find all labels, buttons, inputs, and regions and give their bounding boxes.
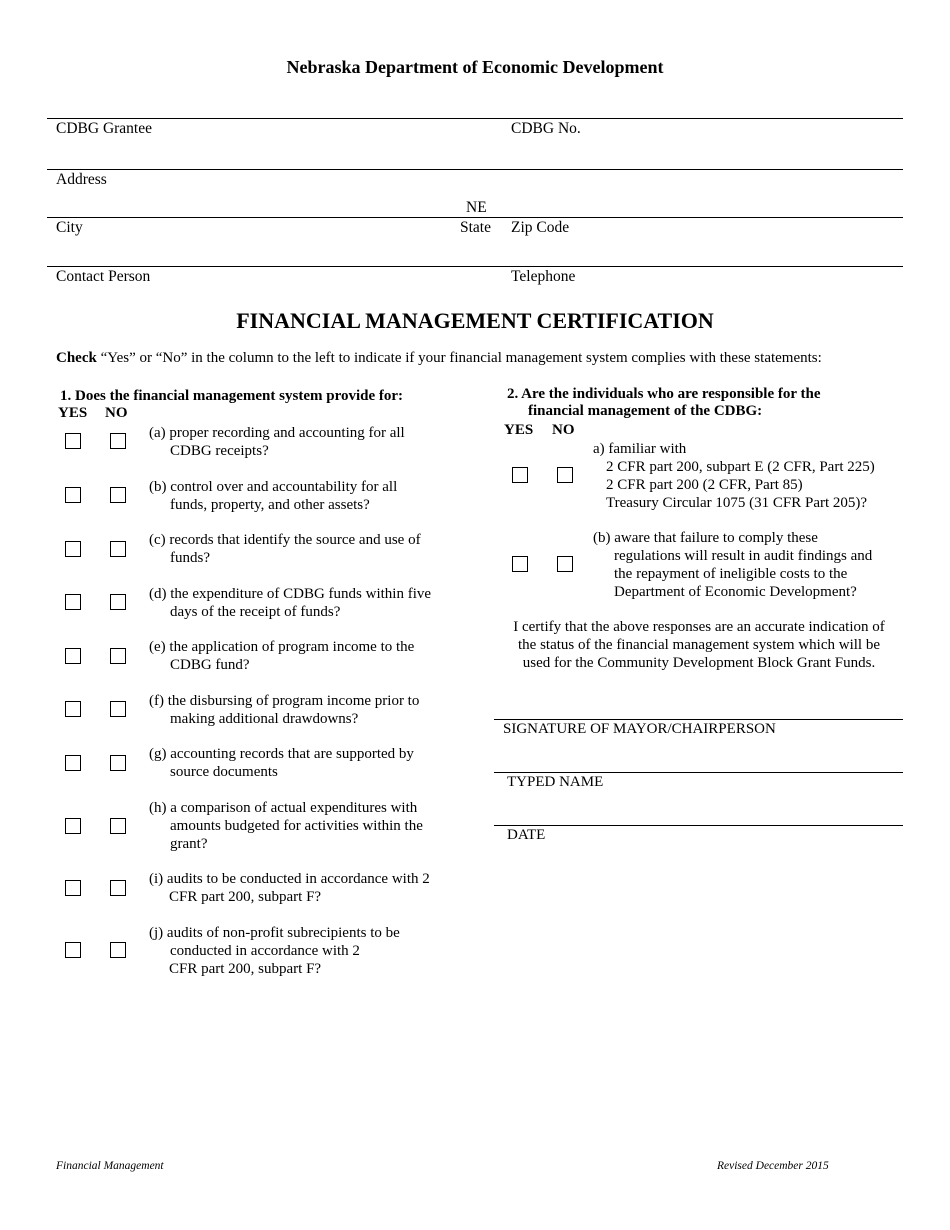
item-line: Treasury Circular 1075 (31 CFR Part 205)? (606, 495, 868, 511)
section2-item-a-no-checkbox[interactable] (557, 467, 573, 483)
section1-item-c (149, 531, 421, 567)
instructions-text: “Yes” or “No” in the column to the left to indicate if your financial management system complies with these statements: (96, 350, 822, 366)
item-line: days of the receipt of funds? (170, 604, 341, 620)
section2-item-a (593, 440, 875, 512)
signature-line (494, 719, 903, 720)
item-line: (h) a comparison of actual expenditures with (149, 800, 418, 816)
signature-label: SIGNATURE OF MAYOR/CHAIRPERSON (503, 721, 776, 737)
item-line: Department of Economic Development? (614, 584, 857, 600)
item-line: 2 CFR part 200 (2 CFR, Part 85) (606, 477, 803, 493)
section1-heading: 1. Does the financial management system provide for: (60, 388, 404, 404)
footer-left: Financial Management (56, 1160, 164, 1172)
item-line: the repayment of ineligible costs to the (614, 566, 848, 582)
cdbg-no-label: CDBG No. (511, 120, 581, 137)
section1-item-a-no-checkbox[interactable] (110, 433, 126, 449)
item-line: source documents (170, 764, 278, 780)
department-title: Nebraska Department of Economic Development (286, 57, 664, 77)
section1-item-e-no-checkbox[interactable] (110, 648, 126, 664)
item-line: (c) records that identify the source and use of (149, 532, 421, 548)
section1-item-b-no-checkbox[interactable] (110, 487, 126, 503)
section1-item-a-yes-checkbox[interactable] (65, 433, 81, 449)
section1-item-e (149, 638, 414, 674)
date-line (494, 825, 903, 826)
section1-no-header: NO (105, 405, 128, 421)
zip-code-label: Zip Code (511, 219, 570, 236)
section1-item-i-yes-checkbox[interactable] (65, 880, 81, 896)
section1-item-f-yes-checkbox[interactable] (65, 701, 81, 717)
certification-line: used for the Community Development Block Grant Funds. (522, 655, 876, 671)
item-line: amounts budgeted for activities within the (170, 818, 423, 834)
section1-item-i (149, 870, 430, 906)
section2-heading (507, 386, 821, 420)
section2-item-b-no-checkbox[interactable] (557, 556, 573, 572)
item-line: grant? (170, 836, 208, 852)
item-line: (e) the application of program income to the (149, 639, 415, 655)
certification-title: FINANCIAL MANAGEMENT CERTIFICATION (236, 308, 714, 333)
contact-person-label: Contact Person (56, 268, 151, 285)
section1-item-b-yes-checkbox[interactable] (65, 487, 81, 503)
certification-line: I certify that the above responses are an accurate indication of (513, 619, 885, 635)
item-line: (i) audits to be conducted in accordance with 2 (149, 871, 430, 887)
section1-item-g-yes-checkbox[interactable] (65, 755, 81, 771)
divider-line (47, 118, 903, 119)
item-line: a) familiar with (593, 441, 687, 457)
state-value: NE (466, 199, 487, 216)
item-line: (j) audits of non-profit subrecipients to be (149, 925, 400, 941)
divider-line (47, 266, 903, 267)
section1-item-g (149, 745, 414, 781)
item-line: CFR part 200, subpart F? (169, 961, 322, 977)
section2-heading-line: 2. Are the individuals who are responsible for the (507, 386, 821, 402)
section2-item-b (593, 529, 872, 601)
instructions-bold: Check (56, 350, 97, 366)
state-label: State (460, 219, 491, 236)
section2-no-header: NO (552, 422, 575, 438)
section1-item-c-no-checkbox[interactable] (110, 541, 126, 557)
section1-item-a (149, 424, 405, 460)
item-line: (d) the expenditure of CDBG funds within five (149, 586, 432, 602)
section1-yes-header: YES (58, 405, 88, 421)
section1-item-b (149, 478, 397, 514)
certification-statement (502, 618, 896, 672)
section1-item-g-no-checkbox[interactable] (110, 755, 126, 771)
section2-item-a-yes-checkbox[interactable] (512, 467, 528, 483)
item-line: making additional drawdowns? (170, 711, 359, 727)
item-line: funds, property, and other assets? (170, 497, 370, 513)
date-label: DATE (507, 827, 546, 843)
section1-item-j-no-checkbox[interactable] (110, 942, 126, 958)
item-line: CDBG receipts? (170, 443, 269, 459)
section2-item-b-yes-checkbox[interactable] (512, 556, 528, 572)
section1-item-e-yes-checkbox[interactable] (65, 648, 81, 664)
address-label: Address (56, 171, 107, 188)
typed-name-label: TYPED NAME (507, 774, 604, 790)
section1-item-j-yes-checkbox[interactable] (65, 942, 81, 958)
cdbg-grantee-label: CDBG Grantee (56, 120, 152, 137)
item-line: (a) proper recording and accounting for all (149, 425, 405, 441)
item-line: (g) accounting records that are supported by (149, 746, 414, 762)
certification-line: the status of the financial management system which will be (518, 637, 880, 653)
section1-item-h-no-checkbox[interactable] (110, 818, 126, 834)
item-line: CFR part 200, subpart F? (169, 889, 322, 905)
telephone-label: Telephone (511, 268, 576, 285)
section1-item-c-yes-checkbox[interactable] (65, 541, 81, 557)
section1-item-d (149, 585, 431, 621)
item-line: CDBG fund? (170, 657, 250, 673)
section1-item-h (149, 799, 423, 853)
section1-item-j (149, 924, 400, 978)
divider-line (47, 169, 903, 170)
item-line: conducted in accordance with 2 (170, 943, 360, 959)
section1-item-i-no-checkbox[interactable] (110, 880, 126, 896)
typed-name-line (494, 772, 903, 773)
item-line: 2 CFR part 200, subpart E (2 CFR, Part 225) (606, 459, 875, 475)
section1-item-d-no-checkbox[interactable] (110, 594, 126, 610)
section1-item-f-no-checkbox[interactable] (110, 701, 126, 717)
section2-yes-header: YES (504, 422, 534, 438)
item-line: regulations will result in audit findings and (614, 548, 873, 564)
city-label: City (56, 219, 83, 236)
divider-line (47, 217, 903, 218)
instructions (56, 350, 822, 367)
item-line: (f) the disbursing of program income prior to (149, 693, 420, 709)
section2-heading-line: financial management of the CDBG: (528, 403, 763, 419)
item-line: funds? (170, 550, 210, 566)
item-line: (b) control over and accountability for all (149, 479, 398, 495)
section1-item-d-yes-checkbox[interactable] (65, 594, 81, 610)
footer-right: Revised December 2015 (717, 1160, 829, 1172)
section1-item-f (149, 692, 419, 728)
item-line: (b) aware that failure to comply these (593, 530, 818, 546)
section1-item-h-yes-checkbox[interactable] (65, 818, 81, 834)
